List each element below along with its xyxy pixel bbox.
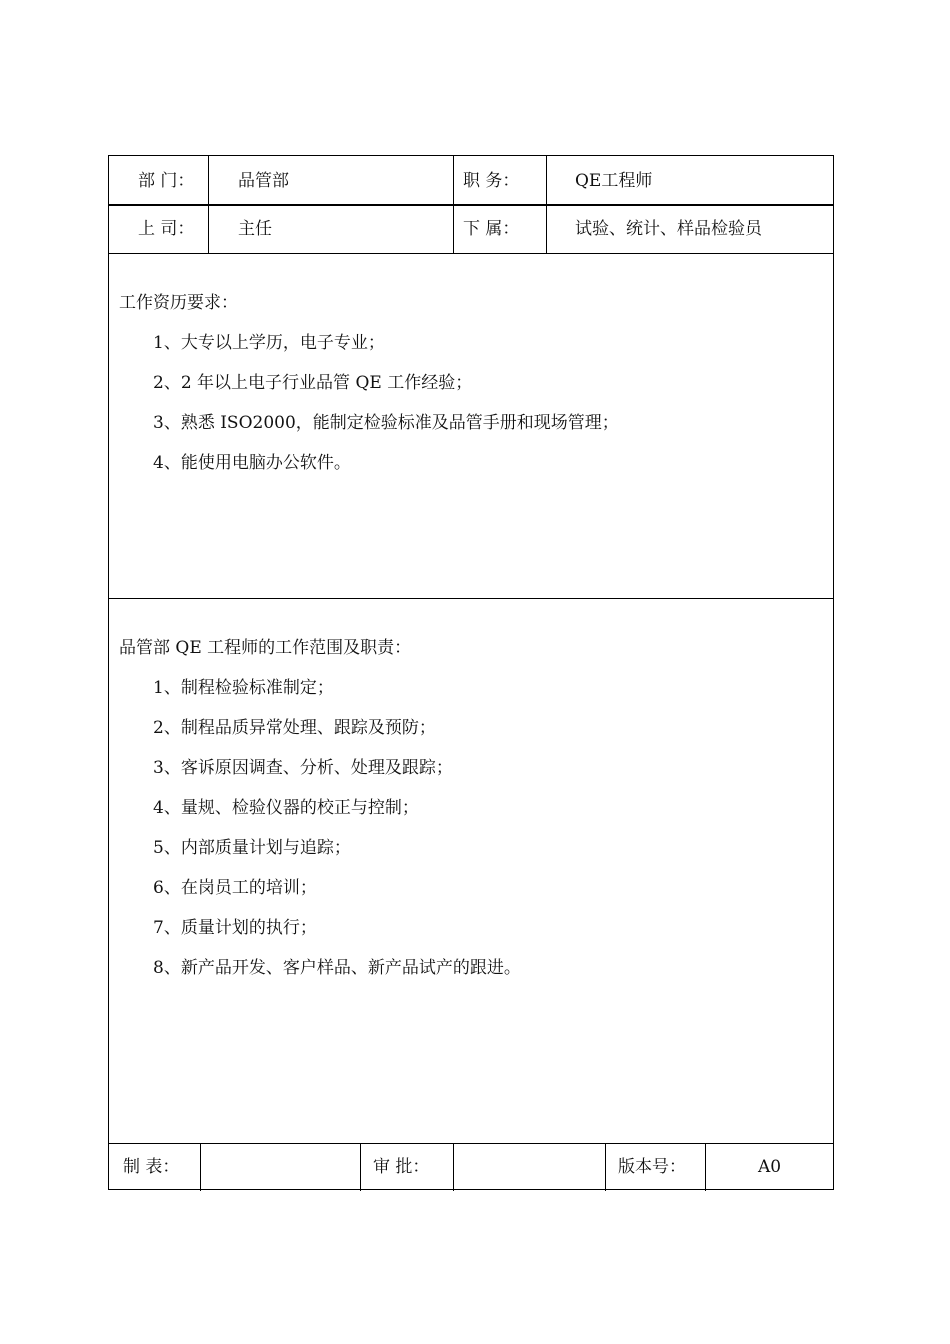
- duty-item: 6、在岗员工的培训；: [153, 878, 317, 898]
- qualification-item: 4、能使用电脑办公软件。: [153, 453, 351, 473]
- superior-label: 上 司：: [138, 219, 195, 239]
- made-by-label: 制 表：: [123, 1157, 180, 1177]
- duty-item: 1、制程检验标准制定；: [153, 678, 334, 698]
- approved-label: 审 批：: [373, 1157, 430, 1177]
- col-divider: [200, 1143, 201, 1191]
- qualification-item: 2、2 年以上电子行业品管 QE 工作经验；: [153, 373, 473, 393]
- subordinate-value: 试验、统计、样品检验员: [575, 219, 762, 239]
- dept-label: 部 门：: [138, 171, 195, 191]
- version-label: 版本号：: [618, 1157, 686, 1177]
- job-description-form: [108, 155, 834, 1190]
- col-divider: [360, 1143, 361, 1191]
- position-value: QE工程师: [575, 171, 653, 191]
- qualification-item: 1、大专以上学历，电子专业；: [153, 333, 385, 353]
- col-divider: [453, 156, 454, 253]
- col-divider: [605, 1143, 606, 1191]
- col-divider: [208, 156, 209, 253]
- duty-item: 8、新产品开发、客户样品、新产品试产的跟进。: [153, 958, 521, 978]
- section-divider: [109, 598, 833, 599]
- row-divider: [109, 204, 833, 206]
- col-divider: [453, 1143, 454, 1191]
- section-divider: [109, 1143, 833, 1144]
- position-label: 职 务：: [463, 171, 520, 191]
- col-divider: [546, 156, 547, 253]
- duty-item: 5、内部质量计划与追踪；: [153, 838, 351, 858]
- subordinate-label: 下 属：: [463, 219, 520, 239]
- version-value: A0: [757, 1157, 782, 1177]
- superior-value: 主任: [238, 219, 272, 239]
- duty-item: 4、量规、检验仪器的校正与控制；: [153, 798, 419, 818]
- duty-item: 3、客诉原因调查、分析、处理及跟踪；: [153, 758, 453, 778]
- duties-title: 品管部 QE 工程师的工作范围及职责：: [119, 638, 412, 658]
- dept-value: 品管部: [238, 171, 289, 191]
- qualification-item: 3、熟悉 ISO2000，能制定检验标准及品管手册和现场管理；: [153, 413, 619, 433]
- row-divider: [109, 253, 833, 254]
- duty-item: 7、质量计划的执行；: [153, 918, 317, 938]
- qualifications-title: 工作资历要求：: [119, 293, 238, 313]
- duty-item: 2、制程品质异常处理、跟踪及预防；: [153, 718, 436, 738]
